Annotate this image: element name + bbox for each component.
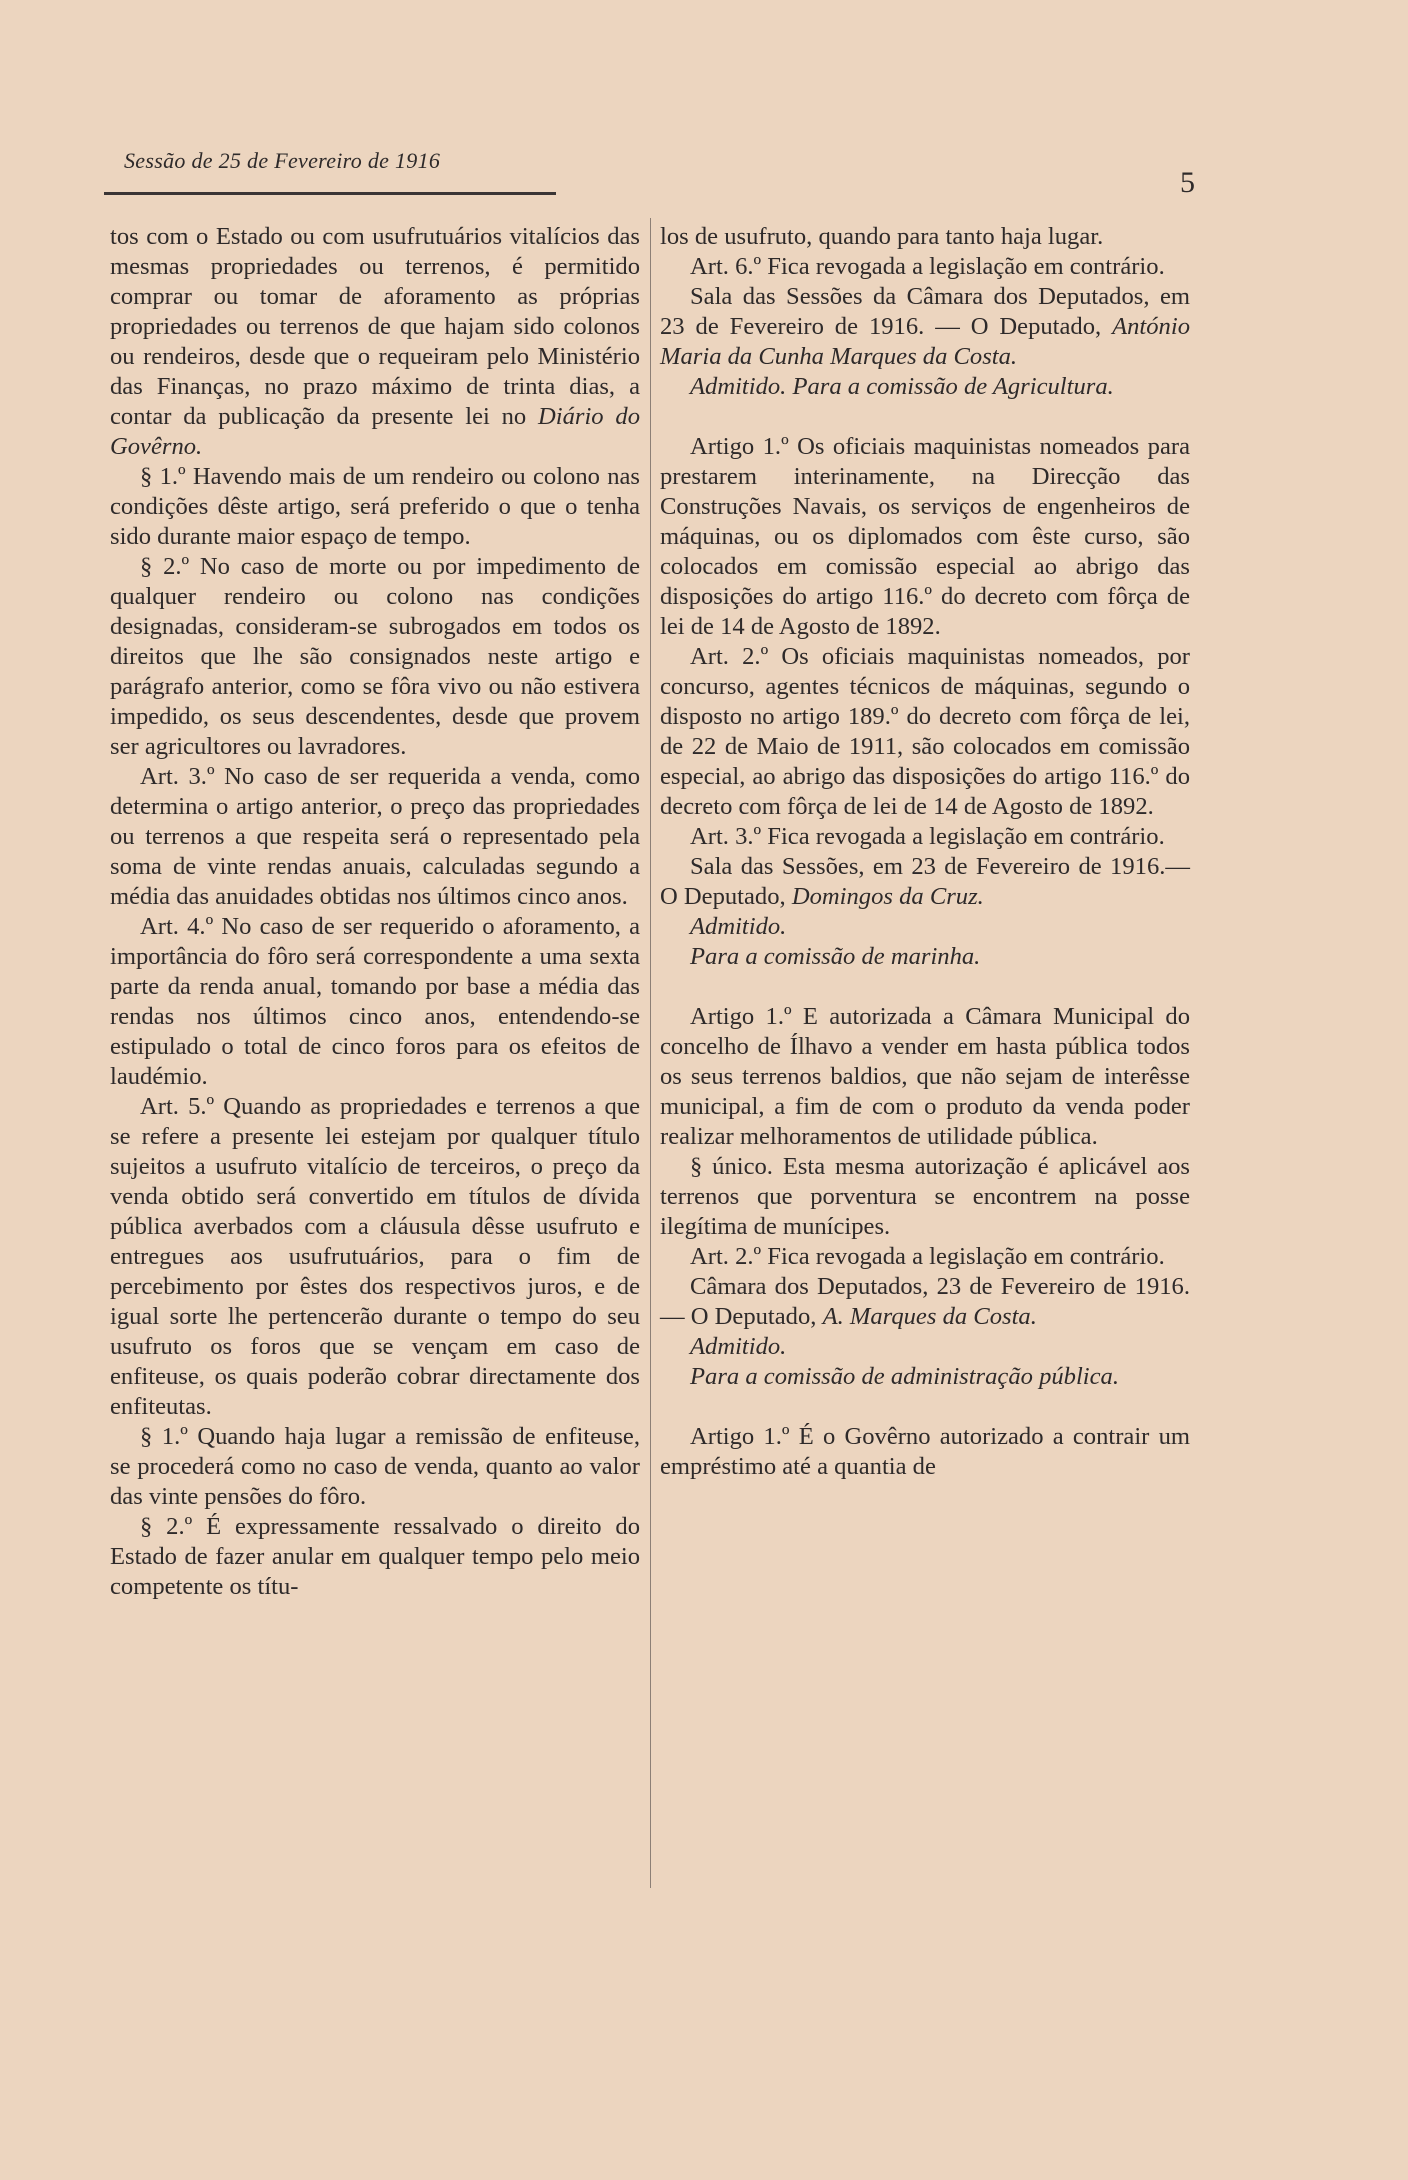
paragraph-text: tos com o Estado ou com usufrutuários vitalícios das mesmas propriedades ou terrenos, é permitido comprar ou tomar de aforamento as próprias propriedades ou terrenos de que hajam sido colonos ou rendeiros, desde que o requeiram pelo Ministério das Finanças, no prazo máximo de trinta dias, a contar da publicação da presente lei no (110, 223, 640, 430)
paragraph (660, 1272, 1190, 1332)
paragraph: Art. 2.º Fica revogada a legislação em contrário. (690, 1243, 1165, 1270)
paragraph: Art. 5.º Quando as propriedades e terrenos a que se refere a presente lei estejam por qualquer título sujeitos a usufruto vitalício de terceiros, o preço da venda obtido será convertido em títulos de dívida pública averbados com a cláusula dêsse usufruto e entregues aos usufrutuários, para o fim de percebimento por êstes dos respectivos juros, e de igual sorte lhe pertencerão durante o tempo do seu usufruto os foros que se vençam em caso de enfiteuse, os quais poderão cobrar directamente dos enfiteutas. (110, 1093, 640, 1420)
paragraph-text: Câmara dos Deputados, 23 de Fevereiro de 1916.— O Deputado, (660, 1273, 1190, 1330)
page-header-title: Sessão de 25 de Fevereiro de 1916 (124, 148, 441, 173)
paragraph-text: Sala das Sessões da Câmara dos Deputados, em 23 de Fevereiro de 1916. — O Deputado, (660, 283, 1190, 340)
column-divider (650, 218, 651, 1888)
paragraph: Art. 3.º Fica revogada a legislação em contrário. (690, 823, 1165, 850)
paragraph (110, 222, 640, 462)
italic-text: A. Marques da Costa. (822, 1303, 1037, 1330)
paragraph: § 1.º Quando haja lugar a remissão de enfiteuse, se procederá como no caso de venda, quanto ao valor das vinte pensões do fôro. (110, 1423, 640, 1510)
paragraph: Artigo 1.º Os oficiais maquinistas nomeados para prestarem interinamente, na Direcção das Construções Navais, os serviços de engenheiros de máquinas, ou os diplomados com êste curso, são colocados em comissão especial ao abrigo das disposições do artigo 116.º do decreto com fôrça de lei de 14 de Agosto de 1892. (660, 433, 1190, 640)
paragraph: § único. Esta mesma autorização é aplicável aos terrenos que porventura se encontrem na posse ilegítima de munícipes. (660, 1153, 1190, 1240)
committee-note: Para a comissão de administração pública. (690, 1363, 1119, 1390)
italic-text: António Maria da Cunha Marques da Costa. (660, 313, 1190, 370)
paragraph: Art. 6.º Fica revogada a legislação em contrário. (690, 253, 1165, 280)
paragraph: los de usufruto, quando para tanto haja lugar. (660, 223, 1104, 250)
right-column (660, 222, 1190, 1482)
italic-text: Domingos da Cruz. (791, 883, 984, 910)
committee-note: Para a comissão de marinha. (690, 943, 981, 970)
header-rule (104, 192, 556, 195)
paragraph: § 1.º Havendo mais de um rendeiro ou colono nas condições dêste artigo, será preferido o que o tenha sido durante maior espaço de tempo. (110, 463, 640, 550)
admission-note: Admitido. (690, 1333, 787, 1360)
paragraph: Art. 4.º No caso de ser requerido o aforamento, a importância do fôro será correspondente a uma sexta parte da renda anual, tomando por base a média das rendas nos últimos cinco anos, entendendo-se estipulado o total de cinco foros para os efeitos de laudémio. (110, 913, 640, 1090)
paragraph: Art. 3.º No caso de ser requerida a venda, como determina o artigo anterior, o preço das propriedades ou terrenos a que respeita será o representado pela soma de vinte rendas anuais, calculadas segundo a média das anuidades obtidas nos últimos cinco anos. (110, 763, 640, 910)
paragraph: § 2.º É expressamente ressalvado o direito do Estado de fazer anular em qualquer tempo pelo meio competente os títu- (110, 1513, 640, 1600)
paragraph: § 2.º No caso de morte ou por impedimento de qualquer rendeiro ou colono nas condições designadas, consideram-se subrogados em todos os direitos que lhe são consignados neste artigo e parágrafo anterior, como se fôra vivo ou não estivera impedido, os seus descendentes, desde que provem ser agricultores ou lavradores. (110, 553, 640, 760)
paragraph: Artigo 1.º É o Govêrno autorizado a contrair um empréstimo até a quantia de (660, 1423, 1190, 1480)
paragraph (660, 282, 1190, 372)
admission-note: Admitido. Para a comissão de Agricultura. (690, 373, 1114, 400)
paragraph-text: Sala das Sessões, em 23 de Fevereiro de 1916.— O Deputado, (660, 853, 1190, 910)
page-number: 5 (1180, 166, 1195, 199)
admission-note: Admitido. (690, 913, 787, 940)
paragraph (660, 852, 1190, 912)
paragraph: Artigo 1.º E autorizada a Câmara Municipal do concelho de Ílhavo a vender em hasta pública todos os seus terrenos baldios, que não sejam de interêsse municipal, a fim de com o produto da venda poder realizar melhoramentos de utilidade pública. (660, 1003, 1190, 1150)
left-column (110, 222, 640, 1602)
italic-text: Diário do Govêrno. (110, 403, 640, 460)
paragraph: Art. 2.º Os oficiais maquinistas nomeados, por concurso, agentes técnicos de máquinas, segundo o disposto no artigo 189.º do decreto com fôrça de lei, de 22 de Maio de 1911, são colocados em comissão especial, ao abrigo das disposições do artigo 116.º do decreto com fôrça de lei de 14 de Agosto de 1892. (660, 643, 1190, 820)
